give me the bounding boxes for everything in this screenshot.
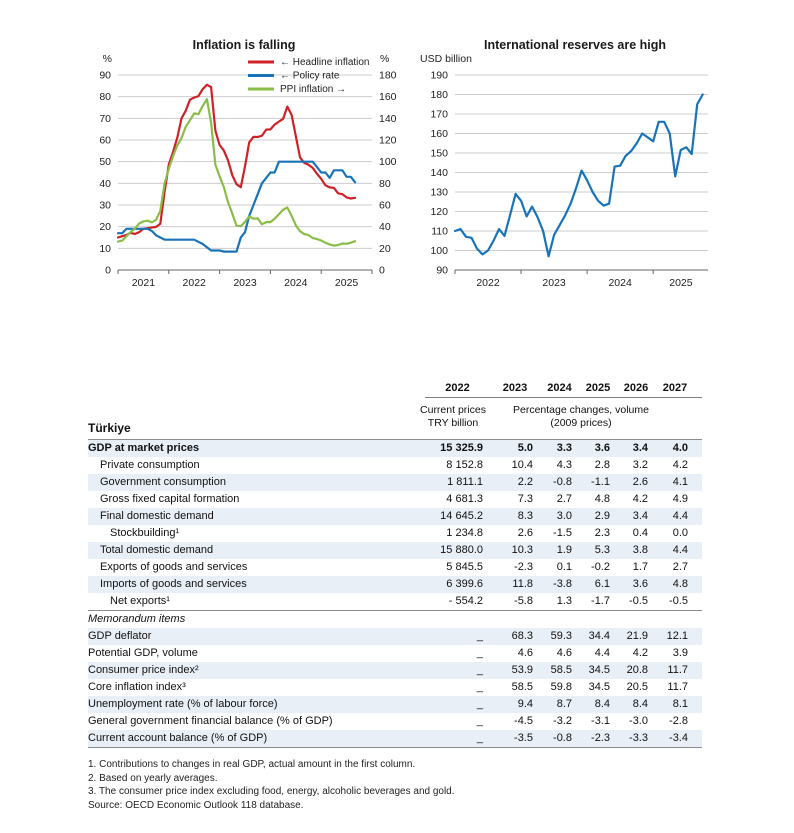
table-row bbox=[88, 679, 702, 696]
svg-text:70: 70 bbox=[99, 112, 111, 125]
year-column-header: 2025 bbox=[585, 382, 611, 394]
value-cell: 7.3 bbox=[517, 493, 533, 505]
svg-text:40: 40 bbox=[99, 177, 111, 190]
svg-text:150: 150 bbox=[430, 147, 448, 160]
inflation-chart bbox=[88, 30, 400, 302]
value-cell bbox=[483, 611, 533, 628]
value-cell: 0.4 bbox=[632, 527, 648, 539]
value-cell: 8.3 bbox=[517, 510, 533, 522]
value-cell: -3.1 bbox=[591, 715, 610, 727]
value-cell: 3.6 bbox=[594, 442, 610, 454]
row-label: Final domestic demand bbox=[100, 510, 214, 522]
value-cell: 4 681.3 bbox=[446, 493, 483, 505]
value-cell: 4.3 bbox=[556, 459, 572, 471]
value-cell: 68.3 bbox=[511, 630, 533, 642]
value-cell: 10.4 bbox=[511, 459, 533, 471]
svg-text:30: 30 bbox=[99, 199, 111, 212]
value-cell: 4.4 bbox=[672, 544, 688, 556]
x-axis bbox=[118, 270, 372, 289]
value-cell: 4.2 bbox=[672, 459, 688, 471]
svg-text:180: 180 bbox=[430, 89, 448, 101]
table-row bbox=[88, 611, 702, 628]
svg-text:100: 100 bbox=[430, 245, 448, 257]
value-cell: 59.3 bbox=[550, 630, 572, 642]
value-cell: _ bbox=[476, 681, 483, 693]
value-cell: 34.5 bbox=[588, 664, 610, 676]
table-row bbox=[88, 440, 702, 457]
table-subheader-row bbox=[88, 398, 702, 440]
table-row bbox=[88, 508, 702, 525]
svg-text:← Headline inflation: ← Headline inflation bbox=[280, 57, 370, 68]
svg-text:160: 160 bbox=[430, 128, 448, 140]
row-label: Current account balance (% of GDP) bbox=[88, 732, 268, 744]
reserves-chart-title: International reserves are high bbox=[483, 38, 666, 52]
value-cell: 5.0 bbox=[517, 442, 533, 454]
year-column-header: 2022 bbox=[445, 382, 470, 394]
svg-text:60: 60 bbox=[379, 199, 391, 212]
svg-text:190: 190 bbox=[430, 69, 448, 82]
svg-text:2025: 2025 bbox=[669, 277, 693, 289]
value-cell: 4.4 bbox=[672, 510, 688, 522]
value-cell: 2.2 bbox=[517, 476, 533, 488]
svg-text:10: 10 bbox=[99, 242, 111, 255]
value-cell: -0.5 bbox=[669, 595, 688, 607]
svg-text:PPI inflation →: PPI inflation → bbox=[280, 84, 347, 95]
value-cell: -0.8 bbox=[553, 732, 572, 744]
value-cell: 5 845.5 bbox=[446, 561, 483, 573]
year-column-header: 2026 bbox=[623, 382, 649, 394]
table-row bbox=[88, 713, 702, 730]
value-cell: -2.3 bbox=[514, 561, 533, 573]
table-year-header-row bbox=[425, 382, 702, 398]
value-cell bbox=[418, 611, 483, 628]
value-cell: _ bbox=[476, 630, 483, 642]
value-cell: 20.8 bbox=[626, 664, 648, 676]
row-label: Exports of goods and services bbox=[100, 561, 248, 573]
table-row bbox=[88, 730, 702, 748]
value-cell: 59.8 bbox=[550, 681, 572, 693]
table-row bbox=[88, 593, 702, 611]
year-column-header: 2027 bbox=[662, 382, 688, 394]
value-cell: 3.2 bbox=[632, 459, 648, 471]
value-cell: -3.3 bbox=[629, 732, 648, 744]
gridlines bbox=[455, 75, 708, 251]
year-column-header: 2024 bbox=[547, 382, 572, 394]
value-cell: 3.6 bbox=[632, 578, 648, 590]
value-cell: 3.8 bbox=[632, 544, 648, 556]
svg-text:USD billion: USD billion bbox=[420, 53, 472, 65]
economic-outlook-table bbox=[88, 382, 702, 748]
value-cell: 4.4 bbox=[594, 647, 610, 659]
value-cell: 12.1 bbox=[666, 630, 688, 642]
value-cell: 4.2 bbox=[632, 647, 648, 659]
svg-text:60: 60 bbox=[99, 134, 111, 147]
table-row bbox=[88, 662, 702, 679]
value-cell: 0.1 bbox=[556, 561, 572, 573]
value-cell: 2.9 bbox=[594, 510, 610, 522]
table-row bbox=[88, 474, 702, 491]
value-cell: -5.8 bbox=[514, 595, 533, 607]
svg-text:2022: 2022 bbox=[182, 277, 206, 289]
svg-text:← Policy rate: ← Policy rate bbox=[280, 70, 340, 82]
svg-text:170: 170 bbox=[430, 108, 448, 121]
value-cell: 21.9 bbox=[626, 630, 648, 642]
inflation-chart-title: Inflation is falling bbox=[192, 38, 296, 52]
column-group-current-prices: Current prices TRY billion bbox=[420, 404, 486, 429]
value-cell: 4.2 bbox=[632, 493, 648, 505]
value-cell: _ bbox=[476, 647, 483, 659]
svg-text:40: 40 bbox=[379, 221, 391, 234]
table-row bbox=[88, 491, 702, 508]
value-cell: 9.4 bbox=[517, 698, 533, 710]
value-cell: 4.9 bbox=[672, 493, 688, 505]
table-row bbox=[88, 645, 702, 662]
chart-legend bbox=[248, 57, 370, 95]
value-cell: 2.6 bbox=[517, 527, 533, 539]
table-row bbox=[88, 559, 702, 576]
row-label: Private consumption bbox=[100, 459, 200, 471]
value-cell: 8.1 bbox=[672, 698, 688, 710]
row-label: GDP at market prices bbox=[88, 442, 200, 454]
value-cell: 2.7 bbox=[672, 561, 688, 573]
value-cell: -0.8 bbox=[553, 476, 572, 488]
svg-text:80: 80 bbox=[99, 91, 111, 104]
value-cell: 3.4 bbox=[632, 510, 648, 522]
table-row bbox=[88, 696, 702, 713]
value-cell: 4.1 bbox=[672, 476, 688, 488]
svg-text:2023: 2023 bbox=[233, 277, 257, 289]
reserves-chart bbox=[402, 30, 718, 302]
value-cell: 6 399.6 bbox=[446, 578, 483, 590]
value-cell: -3.0 bbox=[629, 715, 648, 727]
svg-text:120: 120 bbox=[379, 134, 397, 147]
table-row bbox=[88, 457, 702, 474]
value-cell: 11.7 bbox=[667, 681, 688, 693]
value-cell: 3.4 bbox=[632, 442, 648, 454]
svg-text:2022: 2022 bbox=[476, 277, 500, 289]
value-cell: 11.8 bbox=[512, 578, 533, 590]
svg-text:130: 130 bbox=[430, 186, 448, 199]
footnote-line: 3. The consumer price index excluding food, energy, alcoholic beverages and gold. bbox=[88, 786, 455, 797]
series-headline-inflation bbox=[118, 85, 355, 238]
footnote-line: Source: OECD Economic Outlook 118 database. bbox=[88, 799, 304, 811]
year-column-header: 2023 bbox=[502, 382, 528, 394]
value-cell: _ bbox=[476, 732, 483, 744]
value-cell: 3.0 bbox=[556, 510, 572, 522]
svg-text:2025: 2025 bbox=[334, 277, 359, 289]
row-label: Imports of goods and services bbox=[100, 578, 247, 590]
value-cell: 1.7 bbox=[632, 561, 648, 573]
svg-text:100: 100 bbox=[379, 156, 397, 169]
svg-text:50: 50 bbox=[99, 156, 111, 169]
value-cell: 15 880.0 bbox=[440, 544, 483, 556]
value-cell: -1.5 bbox=[553, 527, 572, 539]
value-cell: 4.6 bbox=[517, 647, 533, 659]
table-body bbox=[88, 440, 702, 748]
footnote-line: 2. Based on yearly averages. bbox=[88, 772, 218, 784]
svg-text:80: 80 bbox=[379, 177, 391, 190]
svg-text:180: 180 bbox=[379, 69, 397, 82]
footnotes bbox=[88, 758, 455, 812]
x-axis bbox=[455, 270, 708, 289]
value-cell: 5.3 bbox=[594, 544, 610, 556]
value-cell: 34.4 bbox=[588, 630, 610, 642]
region-label: Türkiye bbox=[88, 421, 131, 435]
value-cell: 8.7 bbox=[556, 698, 572, 710]
value-cell: 1 811.1 bbox=[447, 476, 483, 488]
value-cell: 0.0 bbox=[672, 527, 688, 539]
svg-text:140: 140 bbox=[430, 167, 448, 179]
value-cell: 53.9 bbox=[511, 664, 533, 676]
svg-text:160: 160 bbox=[379, 91, 397, 104]
value-cell: 8 152.8 bbox=[446, 459, 483, 471]
table-row bbox=[88, 525, 702, 542]
value-cell bbox=[648, 611, 688, 628]
svg-text:140: 140 bbox=[379, 112, 397, 125]
value-cell: _ bbox=[476, 698, 483, 710]
svg-text:90: 90 bbox=[99, 69, 111, 82]
value-cell: 2.8 bbox=[594, 459, 610, 471]
row-label: Stockbuilding¹ bbox=[110, 527, 180, 539]
value-cell: 8.4 bbox=[594, 698, 610, 710]
value-cell: -2.8 bbox=[669, 715, 688, 727]
value-cell: 58.5 bbox=[511, 681, 533, 693]
value-cell: 4.8 bbox=[672, 578, 688, 590]
svg-text:0: 0 bbox=[105, 264, 111, 277]
svg-text:%: % bbox=[380, 53, 390, 65]
value-cell bbox=[572, 611, 610, 628]
value-cell: -0.2 bbox=[591, 561, 610, 573]
row-label: Consumer price index² bbox=[88, 664, 199, 676]
svg-text:0: 0 bbox=[379, 264, 385, 277]
svg-text:2024: 2024 bbox=[608, 277, 632, 289]
value-cell: - 554.2 bbox=[448, 595, 483, 607]
value-cell: 34.5 bbox=[588, 681, 610, 693]
value-cell: -0.5 bbox=[629, 595, 648, 607]
value-cell: -3.5 bbox=[514, 732, 533, 744]
value-cell: 4.6 bbox=[556, 647, 572, 659]
row-label: Core inflation index³ bbox=[88, 681, 186, 693]
row-label: Memorandum items bbox=[88, 613, 186, 625]
row-label: Unemployment rate (% of labour force) bbox=[88, 698, 278, 710]
value-cell: -1.7 bbox=[591, 595, 610, 607]
column-group-percentage-changes: Percentage changes, volume (2009 prices) bbox=[512, 404, 649, 429]
table-row bbox=[88, 576, 702, 593]
table-row bbox=[88, 628, 702, 645]
value-cell: 2.6 bbox=[632, 476, 648, 488]
value-cell: 14 645.2 bbox=[440, 510, 483, 522]
row-label: Total domestic demand bbox=[100, 544, 214, 556]
value-cell: 4.8 bbox=[594, 493, 610, 505]
value-cell: _ bbox=[476, 715, 483, 727]
value-cell: 3.3 bbox=[556, 442, 572, 454]
value-cell: -3.4 bbox=[669, 732, 688, 744]
value-cell: 1.3 bbox=[556, 595, 572, 607]
svg-text:90: 90 bbox=[436, 264, 448, 277]
value-cell: -4.5 bbox=[514, 715, 533, 727]
value-cell: 8.4 bbox=[632, 698, 648, 710]
value-cell: 2.3 bbox=[594, 527, 610, 539]
y-axis-labels bbox=[420, 53, 472, 277]
value-cell: 1 234.8 bbox=[446, 527, 483, 539]
value-cell: -1.1 bbox=[591, 476, 610, 488]
row-label: GDP deflator bbox=[88, 630, 152, 642]
svg-text:2023: 2023 bbox=[542, 277, 566, 289]
svg-text:2024: 2024 bbox=[284, 277, 308, 289]
row-label: Net exports¹ bbox=[110, 595, 170, 607]
row-label: General government financial balance (% of GDP) bbox=[88, 715, 333, 727]
value-cell: 11.7 bbox=[667, 664, 688, 676]
value-cell: -3.2 bbox=[553, 715, 572, 727]
value-cell: 20.5 bbox=[626, 681, 648, 693]
value-cell: 10.3 bbox=[511, 544, 533, 556]
row-label: Gross fixed capital formation bbox=[100, 493, 240, 505]
value-cell: 4.0 bbox=[672, 442, 688, 454]
value-cell: 6.1 bbox=[594, 578, 610, 590]
value-cell: 2.7 bbox=[556, 493, 572, 505]
value-cell: 3.9 bbox=[672, 647, 688, 659]
svg-text:20: 20 bbox=[99, 221, 111, 234]
svg-text:%: % bbox=[102, 53, 112, 65]
value-cell: 58.5 bbox=[550, 664, 572, 676]
svg-text:20: 20 bbox=[379, 242, 391, 255]
footnote-line: 1. Contributions to changes in real GDP, actual amount in the first column. bbox=[88, 759, 416, 770]
svg-text:2021: 2021 bbox=[131, 277, 156, 289]
value-cell: 1.9 bbox=[556, 544, 572, 556]
series-ppi-inflation bbox=[118, 99, 355, 245]
value-cell: 15 325.9 bbox=[440, 442, 483, 454]
row-label: Government consumption bbox=[100, 476, 226, 488]
row-label: Potential GDP, volume bbox=[88, 647, 198, 659]
svg-text:120: 120 bbox=[430, 206, 448, 218]
value-cell bbox=[610, 611, 648, 628]
table-row bbox=[88, 542, 702, 559]
series-international-reserves bbox=[455, 95, 703, 257]
value-cell: -2.3 bbox=[591, 732, 610, 744]
svg-text:110: 110 bbox=[431, 225, 448, 238]
value-cell: _ bbox=[476, 664, 483, 676]
value-cell bbox=[533, 611, 572, 628]
value-cell: -3.8 bbox=[553, 578, 572, 590]
